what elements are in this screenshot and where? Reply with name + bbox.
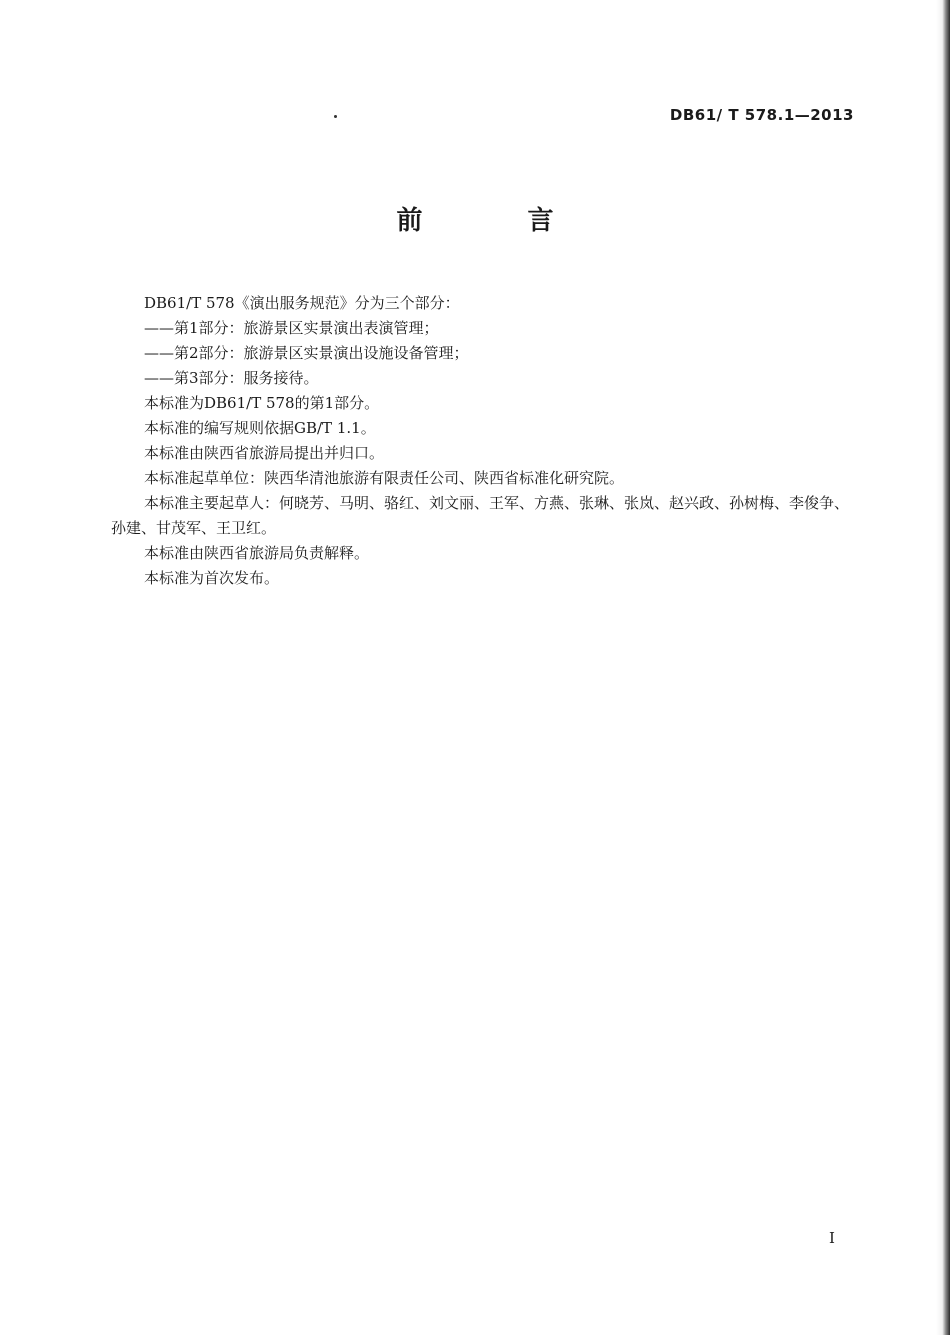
paragraph-drafting-rules: 本标准的编写规则依据GB/T 1.1。 xyxy=(144,419,376,437)
paragraph-part-1: ——第1部分：旅游景区实景演出表演管理； xyxy=(144,319,439,337)
standard-code: DB61/ T 578.1—2013 xyxy=(669,106,854,124)
page-title: 前 言 xyxy=(396,206,602,236)
paragraph-drafters: 本标准主要起草人：何晓芳、马明、骆红、刘文丽、王军、方燕、张琳、张岚、赵兴政、孙树梅、李俊争、孙建、甘茂军、王卫红。 xyxy=(111,494,850,537)
paragraph-parts-intro: DB61/T 578《演出服务规范》分为三个部分： xyxy=(144,294,460,312)
page-number: I xyxy=(829,1229,835,1247)
paragraph-first-release: 本标准为首次发布。 xyxy=(144,569,280,587)
paragraph-drafting-units: 本标准起草单位：陕西华清池旅游有限责任公司、陕西省标准化研究院。 xyxy=(144,469,625,487)
paragraph-proposer: 本标准由陕西省旅游局提出并归口。 xyxy=(144,444,385,462)
paragraph-interpretation: 本标准由陕西省旅游局负责解释。 xyxy=(144,544,370,562)
paragraph-part-3: ——第3部分：服务接待。 xyxy=(144,369,319,387)
scan-artifact-dot xyxy=(334,115,337,118)
paragraph-part-2: ——第2部分：旅游景区实景演出设施设备管理； xyxy=(144,344,469,362)
foreword-body xyxy=(111,291,856,591)
paragraph-this-part: 本标准为DB61/T 578的第1部分。 xyxy=(144,394,380,412)
